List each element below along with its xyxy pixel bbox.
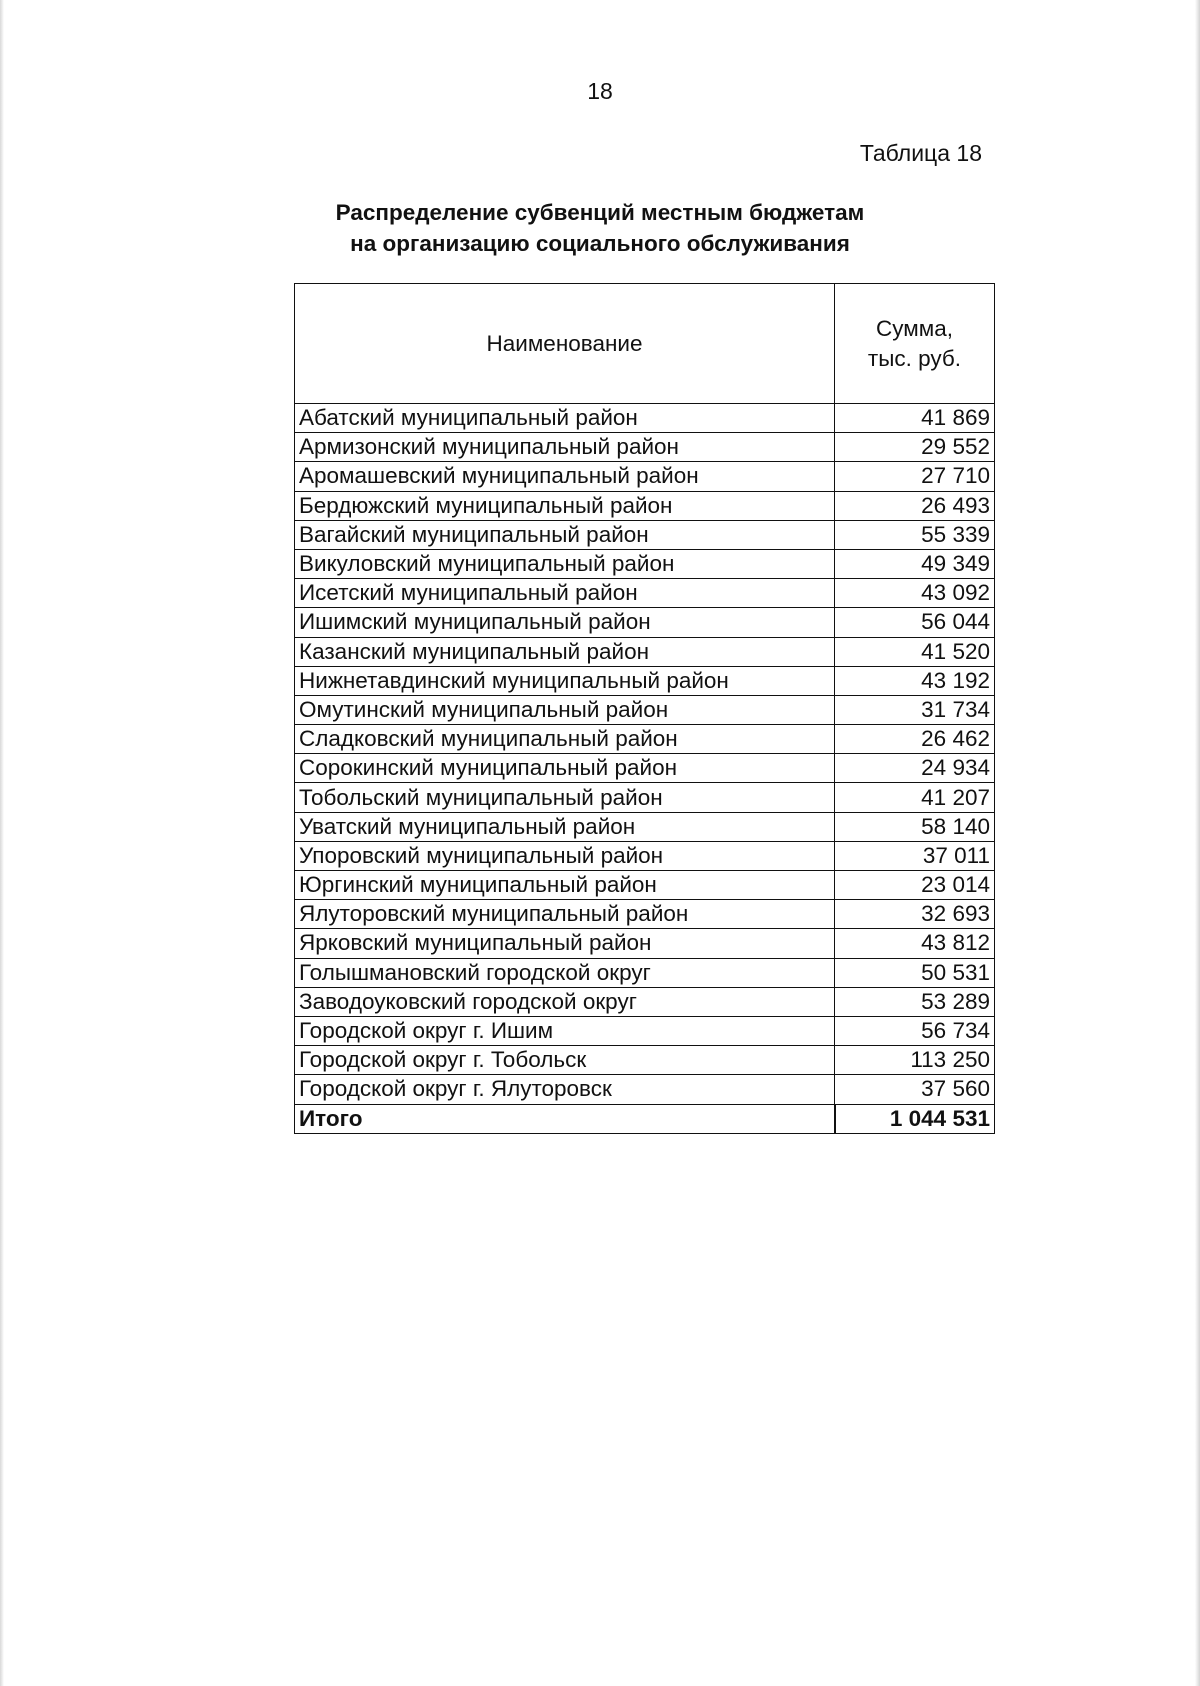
- table-row: [295, 520, 995, 549]
- row-name: Ярковский муниципальный район: [295, 929, 835, 958]
- table-row: [295, 871, 995, 900]
- row-name: Нижнетавдинский муниципальный район: [295, 666, 835, 695]
- row-sum: 43 812: [835, 929, 995, 958]
- row-sum: 27 710: [835, 462, 995, 491]
- table-row: [295, 579, 995, 608]
- row-name: Омутинский муниципальный район: [295, 695, 835, 724]
- row-sum: 49 349: [835, 549, 995, 578]
- row-name: Сладковский муниципальный район: [295, 725, 835, 754]
- table-row: [295, 462, 995, 491]
- table-row: [295, 491, 995, 520]
- row-sum: 43 092: [835, 579, 995, 608]
- row-name: Ялуторовский муниципальный район: [295, 900, 835, 929]
- row-name: Исетский муниципальный район: [295, 579, 835, 608]
- row-name: Викуловский муниципальный район: [295, 549, 835, 578]
- table-row: [295, 783, 995, 812]
- row-sum: 53 289: [835, 987, 995, 1016]
- document-title-line-1: Распределение субвенций местным бюджетам: [335, 200, 865, 225]
- row-name: Городской округ г. Ялуторовск: [295, 1075, 835, 1104]
- header-name: Наименование: [295, 284, 835, 404]
- table-row: [295, 608, 995, 637]
- table-row: [295, 404, 995, 433]
- row-sum: 41 207: [835, 783, 995, 812]
- row-sum: 26 493: [835, 491, 995, 520]
- row-sum: 31 734: [835, 695, 995, 724]
- row-name: Казанский муниципальный район: [295, 637, 835, 666]
- table-row: [295, 725, 995, 754]
- row-sum: 58 140: [835, 812, 995, 841]
- table-row: [295, 958, 995, 987]
- table-row: [295, 754, 995, 783]
- row-sum: 55 339: [835, 520, 995, 549]
- row-name: Аромашевский муниципальный район: [295, 462, 835, 491]
- row-sum: 50 531: [835, 958, 995, 987]
- row-name: Городской округ г. Тобольск: [295, 1046, 835, 1075]
- table-row: [295, 929, 995, 958]
- row-sum: 32 693: [835, 900, 995, 929]
- total-row: [295, 1104, 995, 1133]
- total-sum: 1 044 531: [835, 1104, 995, 1133]
- row-sum: 29 552: [835, 433, 995, 462]
- row-sum: 41 869: [835, 404, 995, 433]
- page-number: 18: [587, 78, 613, 104]
- table-label: Таблица 18: [859, 140, 982, 166]
- header-sum: [835, 284, 995, 404]
- table-row: [295, 637, 995, 666]
- table-header-row: [295, 284, 995, 404]
- row-sum: 23 014: [835, 871, 995, 900]
- row-name: Сорокинский муниципальный район: [295, 754, 835, 783]
- header-sum-line-1: Сумма,: [876, 315, 953, 341]
- row-name: Уватский муниципальный район: [295, 812, 835, 841]
- row-sum: 41 520: [835, 637, 995, 666]
- row-sum: 113 250: [835, 1046, 995, 1075]
- row-name: Голышмановский городской округ: [295, 958, 835, 987]
- table-row: [295, 666, 995, 695]
- table-row: [295, 549, 995, 578]
- row-name: Юргинский муниципальный район: [295, 871, 835, 900]
- total-label: Итого: [295, 1104, 835, 1133]
- row-name: Заводоуковский городской округ: [295, 987, 835, 1016]
- row-sum: 26 462: [835, 725, 995, 754]
- table-row: [295, 812, 995, 841]
- table-row: [295, 900, 995, 929]
- row-sum: 24 934: [835, 754, 995, 783]
- table-row: [295, 1075, 995, 1104]
- table-row: [295, 1016, 995, 1045]
- row-sum: 37 011: [835, 841, 995, 870]
- row-name: Абатский муниципальный район: [295, 404, 835, 433]
- table-row: [295, 841, 995, 870]
- row-name: Тобольский муниципальный район: [295, 783, 835, 812]
- table-body: [295, 404, 995, 1105]
- row-name: Вагайский муниципальный район: [295, 520, 835, 549]
- document-title: [0, 197, 1200, 259]
- row-name: Бердюжский муниципальный район: [295, 491, 835, 520]
- row-sum: 37 560: [835, 1075, 995, 1104]
- table-row: [295, 433, 995, 462]
- row-name: Городской округ г. Ишим: [295, 1016, 835, 1045]
- row-name: Ишимский муниципальный район: [295, 608, 835, 637]
- row-sum: 43 192: [835, 666, 995, 695]
- table-row: [295, 987, 995, 1016]
- document-title-line-2: на организацию социального обслуживания: [350, 231, 850, 256]
- row-sum: 56 734: [835, 1016, 995, 1045]
- row-name: Упоровский муниципальный район: [295, 841, 835, 870]
- table-row: [295, 695, 995, 724]
- header-sum-line-2: тыс. руб.: [867, 345, 962, 371]
- subventions-table: [294, 283, 995, 1134]
- row-sum: 56 044: [835, 608, 995, 637]
- row-name: Армизонский муниципальный район: [295, 433, 835, 462]
- table-row: [295, 1046, 995, 1075]
